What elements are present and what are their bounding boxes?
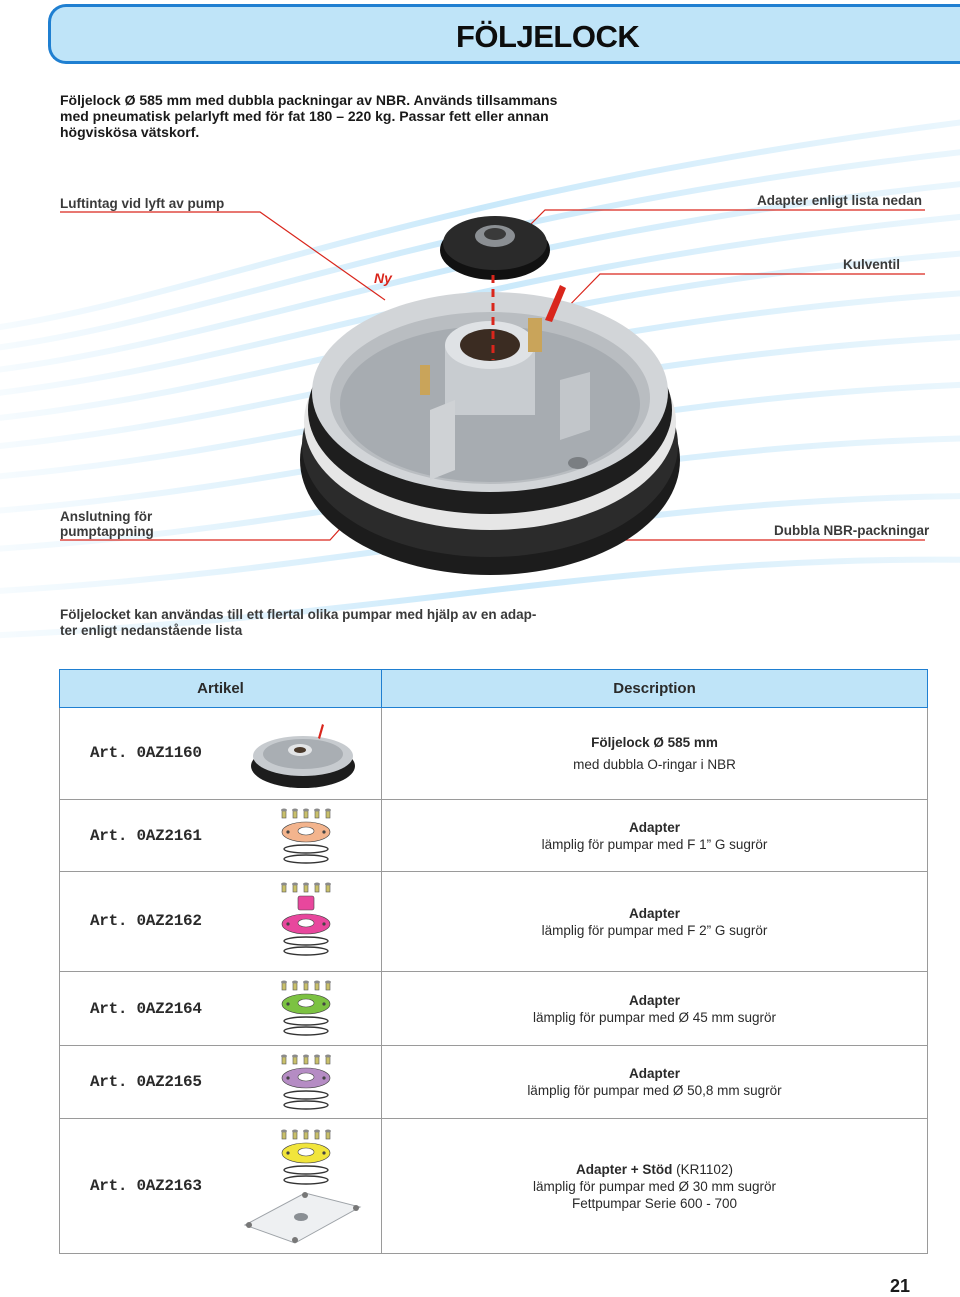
description-cell: [382, 972, 928, 1046]
description-title: Adapter: [628, 992, 680, 1008]
article-cell: [60, 1046, 382, 1119]
follower-plate: [300, 285, 680, 575]
article-cell: [60, 708, 382, 800]
intro-text: [60, 92, 580, 140]
table-row: [60, 972, 928, 1046]
intro-line: med pneumatisk pelarlyft med för fat 180 – 220 kg. Passar fett eller annan: [60, 108, 549, 124]
description-cell: [382, 708, 928, 800]
description-title-line: [382, 1161, 927, 1178]
adapter-thumbnail: [278, 806, 334, 868]
callout-new-badge: Ny: [374, 270, 392, 286]
description-cell: [382, 872, 928, 972]
description-title: Följelock Ø 585 mm: [591, 735, 718, 750]
article-cell: [60, 1119, 382, 1254]
follower-thumbnail: [248, 716, 358, 792]
note-line: ter enligt nedanstående lista: [60, 623, 243, 638]
callout-connection: [60, 509, 154, 539]
article-number: Art. 0AZ2162: [90, 912, 202, 930]
article-number: Art. 0AZ2163: [90, 1177, 202, 1195]
description-cell: [382, 1046, 928, 1119]
header-bar: [48, 4, 960, 64]
callout-air-intake: Luftintag vid lyft av pump: [60, 196, 225, 211]
callout-connection-line1: Anslutning för: [60, 509, 153, 524]
adapter-note: [60, 607, 580, 639]
description-title: Adapter: [628, 1066, 680, 1081]
callout-connection-line2: pumptappning: [60, 524, 154, 539]
article-cell: [60, 872, 382, 972]
description-reference: (KR1102): [672, 1161, 733, 1177]
description-subtitle: lämplig för pumpar med Ø 50,8 mm sugrör: [527, 1083, 782, 1098]
description-title: Adapter + Stöd: [576, 1161, 673, 1177]
article-number: Art. 0AZ2165: [90, 1073, 202, 1091]
table-row: [60, 1119, 928, 1254]
intro-line: Följelock Ø 585 mm med dubbla packningar av NBR. Används tillsammans: [60, 92, 558, 108]
article-number: Art. 0AZ2164: [90, 1000, 202, 1018]
table-header-row: [60, 670, 928, 708]
description-subtitle: med dubbla O-ringar i NBR: [573, 757, 736, 772]
header-article: Artikel: [60, 670, 382, 708]
description-cell: [382, 800, 928, 872]
description-subtitle: lämplig för pumpar med F 1” G sugrör: [541, 836, 768, 852]
note-line: Följelocket kan användas till ett flertal olika pumpar med hjälp av en adap-: [60, 607, 537, 622]
description-subtitle: lämplig för pumpar med F 2” G sugrör: [541, 922, 768, 938]
adapter-thumbnail: [278, 880, 334, 966]
support-plate-thumbnail: [235, 1185, 365, 1247]
table-row: [60, 800, 928, 872]
callout-adapter: Adapter enligt lista nedan: [757, 193, 923, 208]
article-cell: [60, 800, 382, 872]
adapter-thumbnail: [278, 978, 334, 1040]
description-subtitle: lämplig för pumpar med Ø 45 mm sugrör: [532, 1009, 777, 1025]
callout-double-seals: Dubbla NBR-packningar: [774, 523, 930, 538]
adapter-thumbnail: [278, 1127, 334, 1189]
adapter-part: [440, 216, 550, 280]
header-description: Description: [382, 670, 928, 708]
article-number: Art. 0AZ1160: [90, 744, 202, 762]
description-subtitle: lämplig för pumpar med Ø 30 mm sugrör: [532, 1178, 777, 1194]
description-subtitle-2: Fettpumpar Serie 600 - 700: [571, 1195, 738, 1211]
table-row: [60, 1046, 928, 1119]
article-table: [59, 669, 928, 1254]
page-title: FÖLJELOCK: [456, 19, 640, 54]
table-row: [60, 708, 928, 800]
description-title: Adapter: [628, 819, 680, 835]
article-number: Art. 0AZ2161: [90, 827, 202, 845]
intro-line: högviskösa vätskorf.: [60, 124, 200, 140]
table-row: [60, 872, 928, 972]
page-number: 21: [890, 1276, 911, 1296]
article-cell: [60, 972, 382, 1046]
callout-ball-valve: Kulventil: [843, 257, 901, 272]
description-cell: [382, 1119, 928, 1254]
description-title: Adapter: [628, 905, 680, 921]
adapter-thumbnail: [278, 1052, 334, 1114]
